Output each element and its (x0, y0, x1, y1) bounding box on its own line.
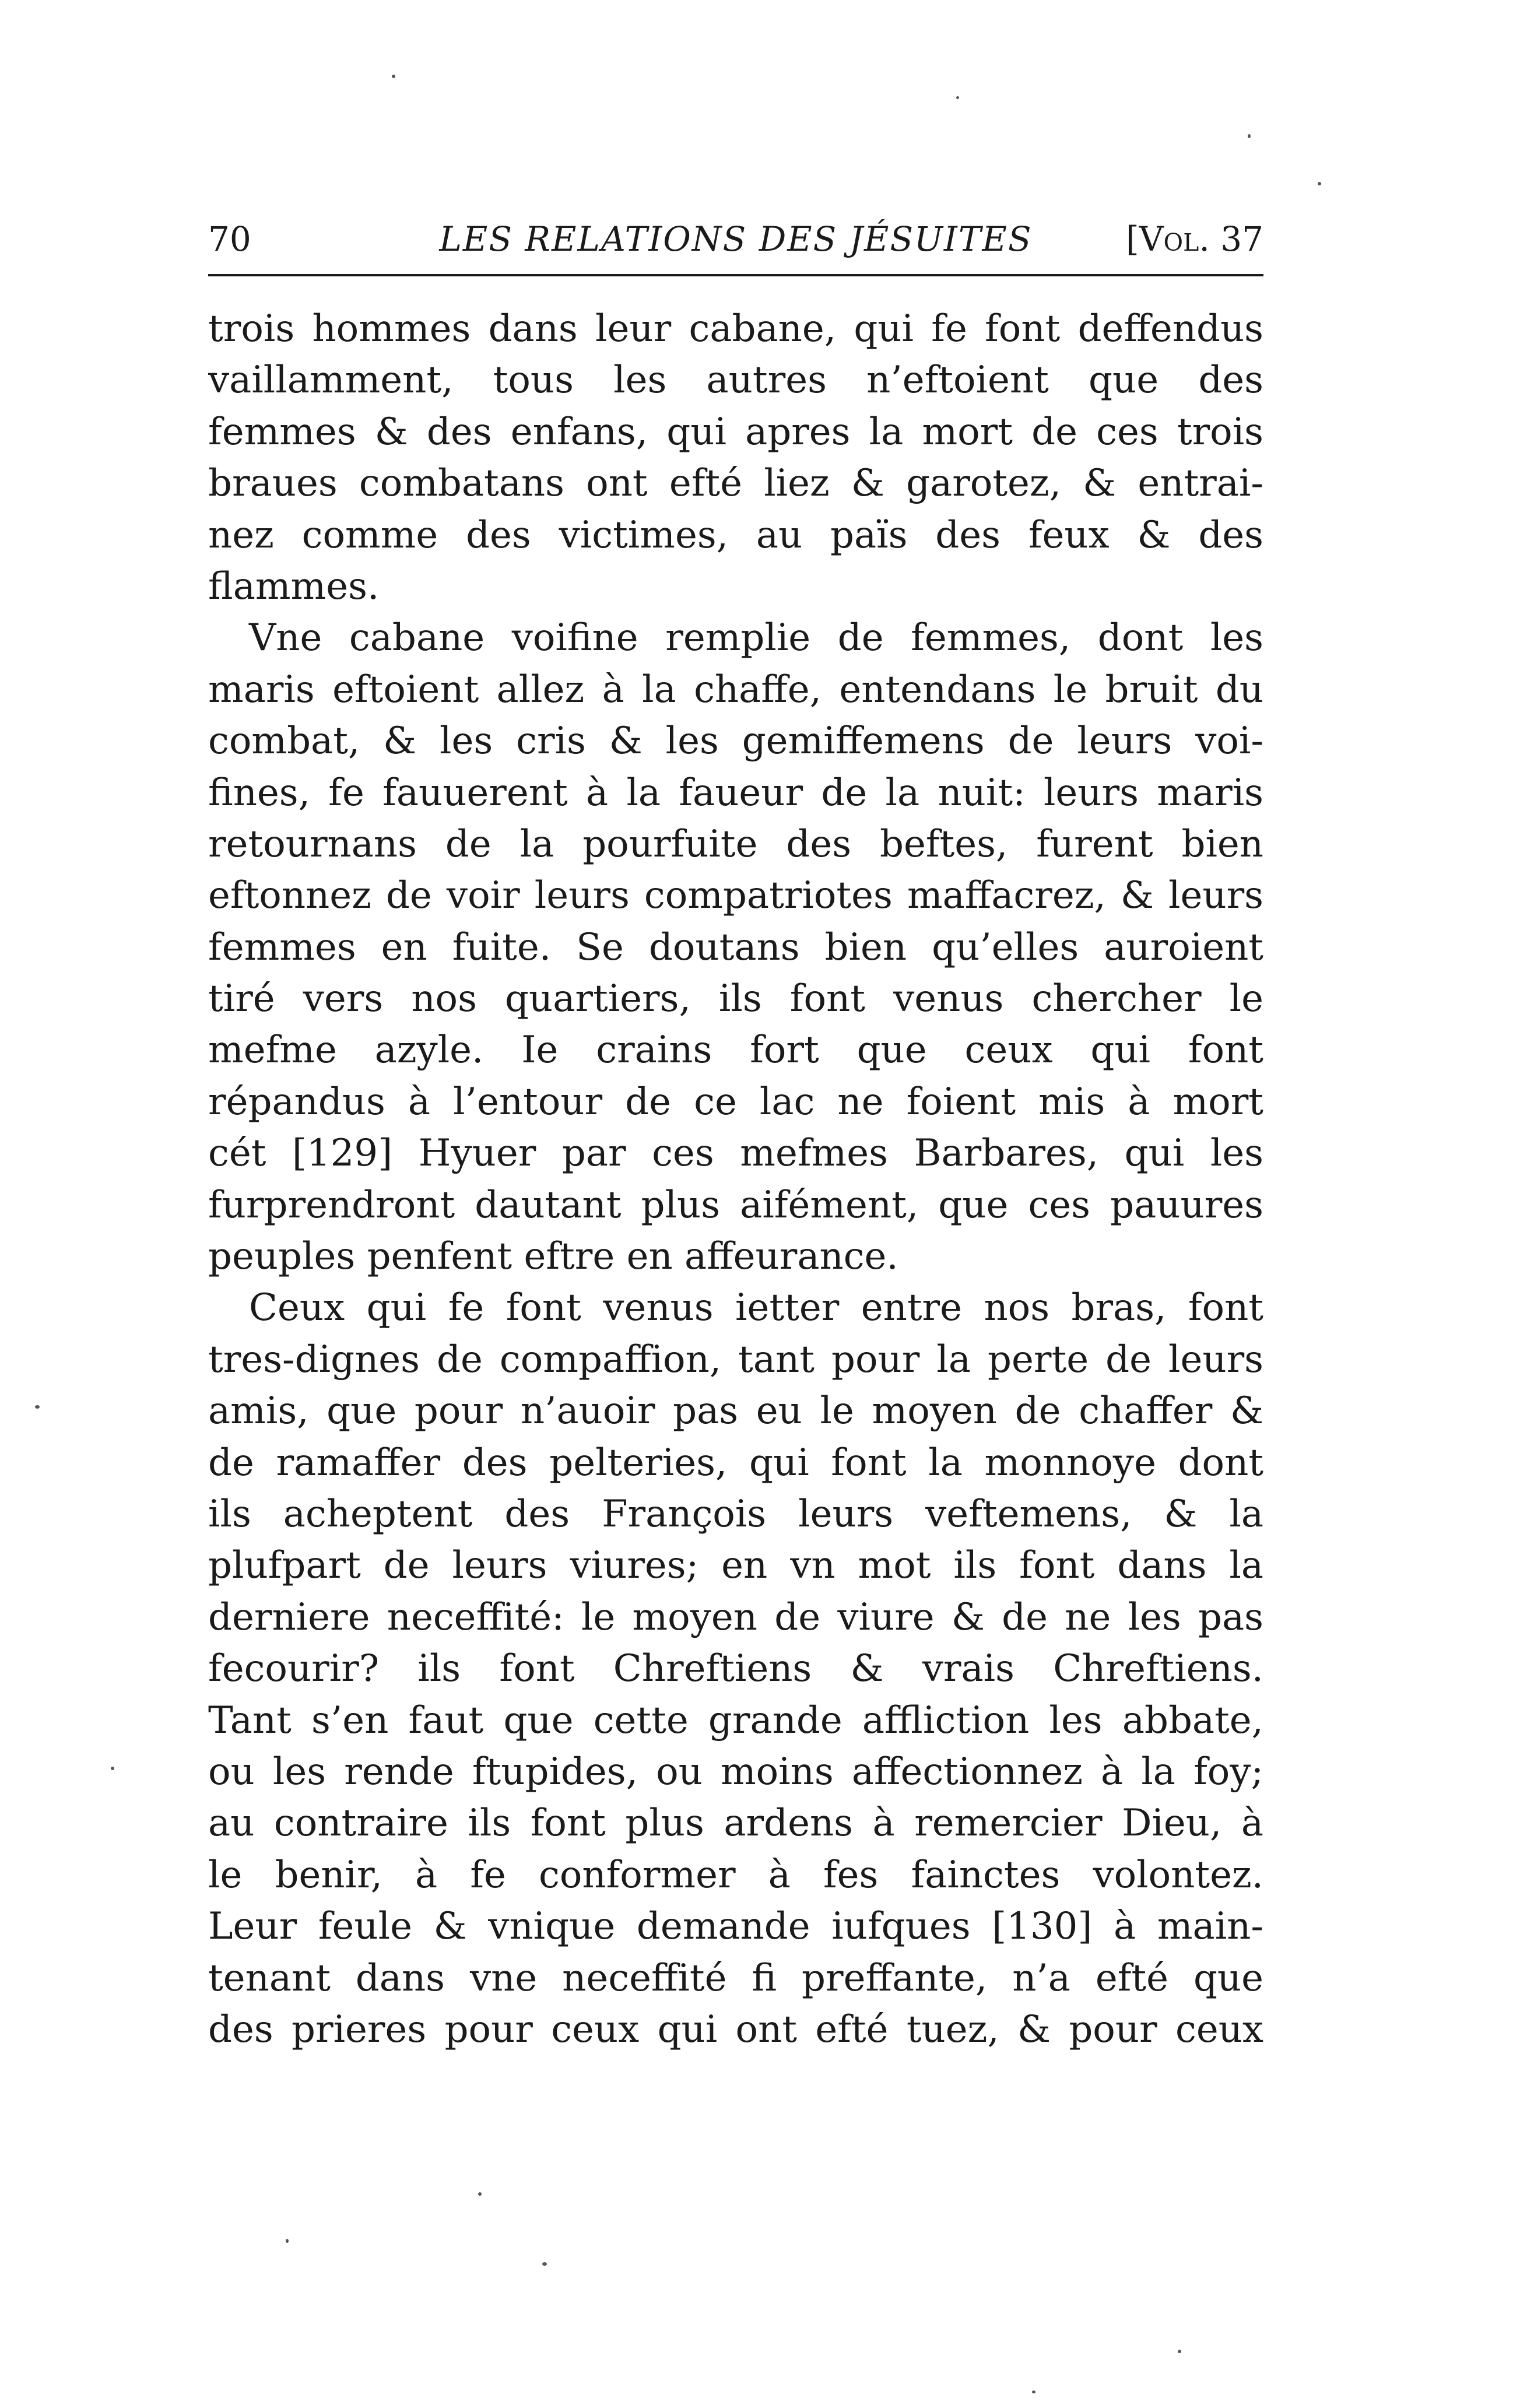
scan-speck (1178, 2350, 1181, 2353)
paragraph-start-line: Vne cabane voifine remplie de femmes, dont les (249, 616, 1263, 660)
text-line: maris eftoient allez à la chaffe, entendans le bruit du (208, 668, 1263, 711)
text-line: peuples penfent eftre en affeurance. (208, 1235, 898, 1279)
text-line: furprendront dautant plus aifément, que ces pauures (208, 1183, 1263, 1227)
text-line: fines, fe fauuerent à la faueur de la nuit: leurs maris (208, 771, 1263, 815)
scan-speck (1032, 2391, 1035, 2393)
text-line: flammes. (208, 564, 380, 608)
scan-speck (478, 2192, 482, 2196)
text-line: femmes en fuite. Se doutans bien qu’elles auroient (208, 925, 1263, 969)
text-line: braues combatans ont efté liez & garotez, & entrai- (208, 462, 1263, 506)
scan-speck (286, 2239, 289, 2243)
text-line: Tant s’en faut que cette grande affliction les abbate, (208, 1698, 1263, 1742)
text-line: derniere neceffité: le moyen de viure & de ne les pas (208, 1595, 1263, 1639)
text-line: de ramaffer des pelteries, qui font la monnoye dont (208, 1441, 1263, 1484)
text-line: cét [129] Hyuer par ces mefmes Barbares, qui les (208, 1132, 1263, 1175)
header-rule (208, 274, 1263, 276)
text-line: nez comme des victimes, au païs des feux & des (208, 513, 1263, 557)
scan-speck (1318, 182, 1321, 185)
scan-speck (111, 1767, 114, 1770)
text-line: Leur feule & vnique demande iufques [130] à main- (208, 1905, 1263, 1949)
scan-speck (1248, 134, 1251, 138)
text-line: le benir, à fe conformer à fes fainctes volontez. (208, 1853, 1263, 1897)
text-line: des prieres pour ceux qui ont efté tuez, & pour ceux (208, 2007, 1263, 2051)
scan-speck (956, 96, 959, 99)
text-line: au contraire ils font plus ardens à remercier Dieu, à (208, 1802, 1263, 1845)
volume-label: [Vol. 37 (1125, 219, 1263, 259)
text-line: ils acheptent des François leurs veftemens, & la (208, 1492, 1263, 1536)
text-line: trois hommes dans leur cabane, qui fe font deffendus (208, 307, 1263, 350)
text-line: retournans de la pourfuite des beftes, furent bien (208, 822, 1263, 866)
text-line: amis, que pour n’auoir pas eu le moyen de chaffer & (208, 1389, 1263, 1433)
text-line: répandus à l’entour de ce lac ne foient mis à mort (208, 1080, 1263, 1124)
running-head (208, 216, 1263, 262)
text-line: eftonnez de voir leurs compatriotes maffacrez, & leurs (208, 874, 1263, 918)
text-line: mefme azyle. Ie crains fort que ceux qui font (208, 1029, 1263, 1072)
text-line: fecourir? ils font Chreftiens & vrais Chreftiens. (208, 1647, 1263, 1691)
page-number: 70 (208, 219, 251, 259)
paragraph-start-line: Ceux qui fe font venus ietter entre nos bras, font (249, 1286, 1263, 1330)
text-line: ou les rende ftupides, ou moins affectionnez à la foy; (208, 1750, 1263, 1793)
text-line: tiré vers nos quartiers, ils font venus chercher le (208, 977, 1263, 1021)
running-title: LES RELATIONS DES JÉSUITES (439, 219, 1033, 259)
text-line: vaillamment, tous les autres n’eftoient que des (208, 359, 1263, 402)
body-text (208, 303, 1263, 2055)
scan-speck (392, 75, 395, 78)
text-line: femmes & des enfans, qui apres la mort de ces trois (208, 410, 1263, 454)
scan-speck (35, 1405, 40, 1409)
text-line: tres-dignes de compaffion, tant pour la perte de leurs (208, 1338, 1263, 1381)
text-line: plufpart de leurs viures; en vn mot ils font dans la (208, 1544, 1263, 1588)
scan-speck (542, 2262, 547, 2266)
text-line: tenant dans vne neceffité fi preffante, n’a efté que (208, 1956, 1263, 2000)
text-line: combat, & les cris & les gemiffemens de leurs voi- (208, 719, 1263, 763)
